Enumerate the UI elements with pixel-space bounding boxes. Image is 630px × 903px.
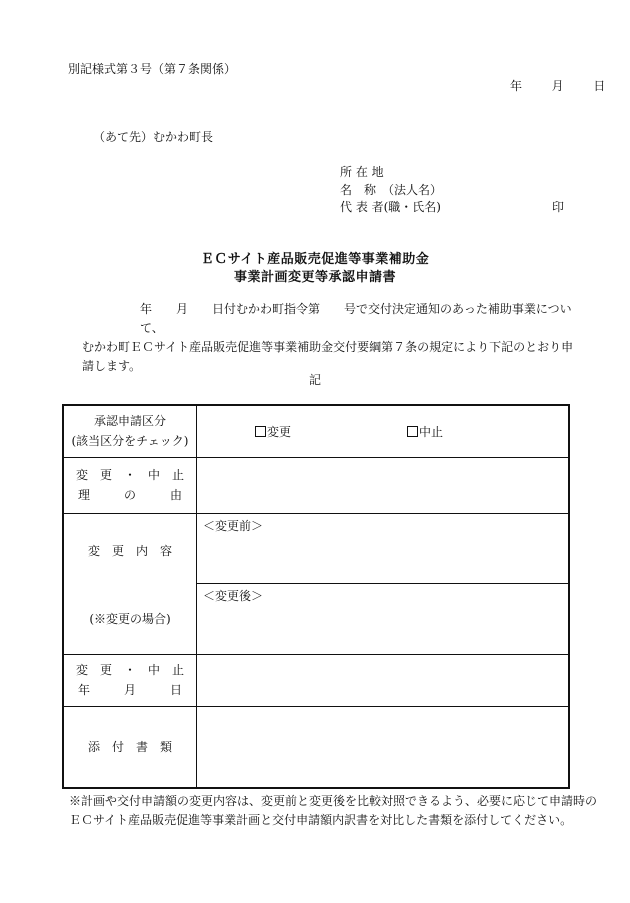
date-value-cell[interactable]	[197, 654, 570, 706]
content-label: 変 更 内 容	[87, 543, 172, 558]
submission-date	[510, 77, 605, 94]
title-line-1: ＥＣサイト産品販売促進等事業補助金	[200, 252, 430, 267]
application-table	[62, 404, 570, 789]
content-note: (※変更の場合)	[89, 611, 171, 626]
option-change-label: 変更	[267, 424, 292, 439]
body-paragraph	[82, 300, 582, 376]
option-cancel-label: 中止	[419, 424, 444, 439]
change-checkbox[interactable]	[255, 426, 266, 437]
reason-label-cell	[63, 457, 197, 513]
category-label-cell	[63, 405, 197, 457]
option-change[interactable]	[255, 423, 407, 440]
representative-label: 代 表 者(職・氏名)	[340, 200, 441, 214]
date-label-day: 日	[169, 683, 182, 697]
title-line-2: 事業計画変更等承認申請書	[233, 270, 396, 285]
footnote	[69, 792, 597, 830]
category-hint: (該当区分をチェック)	[71, 434, 189, 449]
date-year: 年	[510, 79, 523, 93]
addressee: （あて先）むかわ町長	[93, 130, 214, 144]
attach-value-cell[interactable]	[197, 706, 570, 788]
date-month: 月	[551, 79, 564, 93]
name-label: 名 称 （法人名）	[340, 183, 443, 197]
reason-label: 変 更 ・ 中 止の	[75, 468, 184, 502]
date-day: 日	[593, 79, 606, 93]
body-line-3: 請します。	[82, 359, 142, 373]
footnote-line-2: ＥＣサイト産品販売促進等事業計画と交付申請額内訳書を対比した書類を添付してください。	[69, 813, 573, 827]
date-label-cell	[63, 654, 197, 706]
seal-mark: 印	[552, 200, 565, 214]
footnote-line-1: ※計画や交付申請額の変更内容は、変更前と変更後を比較対照できるよう、必要に応じて申請時の	[69, 794, 598, 808]
body-line-2: むかわ町ＥＣサイト産品販売促進等事業補助金交付要綱第７条の規定により下記のとおり申	[82, 340, 574, 354]
category-label: 承認申請区分	[93, 414, 166, 429]
content-label-cell	[63, 513, 197, 654]
after-change-cell[interactable]	[197, 584, 570, 655]
date-label-month: 月	[123, 683, 136, 697]
form-number: 別記様式第３号（第７条関係）	[68, 62, 237, 76]
option-cancel[interactable]	[407, 423, 559, 440]
reason-label-yu: 由	[169, 488, 182, 502]
reason-label-ri: 理	[78, 488, 91, 502]
body-line-1: 年 月 日付むかわ町指令第 号で交付決定通知のあった補助事業について、	[140, 302, 572, 335]
category-options-cell	[197, 405, 570, 457]
after-change-label: ＜変更後＞	[203, 589, 264, 603]
date-label-year: 年	[78, 683, 91, 697]
attach-label-cell	[63, 706, 197, 788]
date-label-row-2	[64, 680, 196, 700]
cancel-checkbox[interactable]	[407, 426, 418, 437]
date-label: 変 更 ・ 中 止	[75, 663, 184, 677]
address-label: 所 在 地	[340, 165, 384, 179]
attach-label: 添 付 書 類	[87, 740, 172, 755]
reason-value-cell[interactable]	[197, 457, 570, 513]
before-change-cell[interactable]	[197, 513, 570, 584]
before-change-label: ＜変更前＞	[203, 518, 264, 533]
ki-heading: 記	[308, 373, 321, 387]
